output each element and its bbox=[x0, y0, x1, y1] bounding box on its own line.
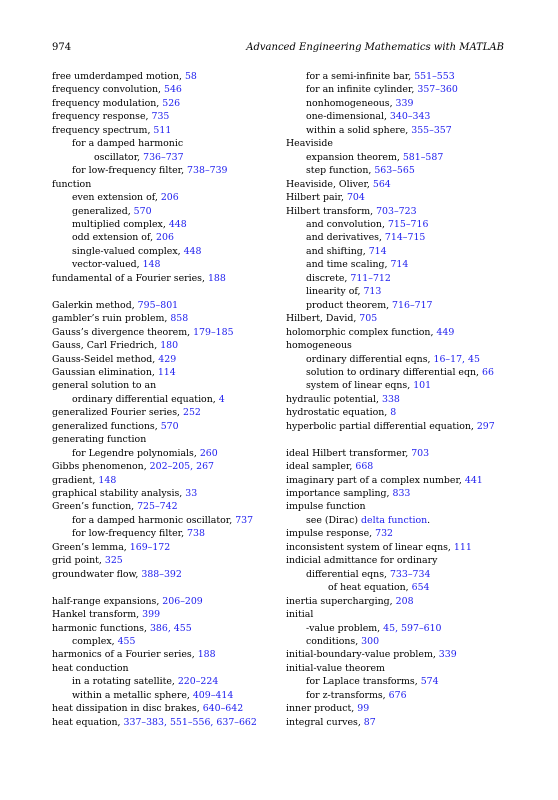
index-entry bbox=[286, 178, 556, 191]
index-entry bbox=[52, 662, 280, 675]
index-term: homogeneous bbox=[286, 340, 352, 352]
index-term: oscillator, bbox=[94, 151, 144, 163]
index-entry bbox=[52, 379, 280, 392]
index-entry bbox=[52, 299, 280, 312]
index-term: ideal Hilbert transformer, bbox=[286, 447, 412, 459]
index-entry bbox=[286, 406, 556, 419]
index-entry bbox=[52, 218, 280, 231]
index-term: generalized functions, bbox=[52, 420, 161, 432]
index-term: inconsistent system of linear eqns, bbox=[286, 541, 454, 553]
index-entry bbox=[52, 541, 280, 554]
page-reference-link[interactable]: 546 bbox=[163, 84, 182, 96]
page-reference-link[interactable]: 551–553 bbox=[414, 71, 455, 82]
page-reference-link[interactable]: 297 bbox=[476, 420, 495, 432]
index-term: Hilbert pair, bbox=[286, 192, 347, 204]
index-entry bbox=[286, 124, 556, 137]
page-reference-link[interactable]: 111 bbox=[453, 541, 472, 553]
index-term: frequency modulation, bbox=[52, 97, 163, 109]
page-reference-link[interactable]: 252 bbox=[183, 407, 201, 419]
index-term: imaginary part of a complex number, bbox=[286, 474, 465, 486]
index-entry bbox=[52, 568, 280, 581]
index-term: frequency spectrum, bbox=[52, 124, 154, 136]
index-term: generalized, bbox=[72, 205, 134, 217]
index-term: Green’s function, bbox=[52, 501, 138, 513]
index-term: for a damped harmonic oscillator, bbox=[72, 514, 236, 526]
page-reference-link[interactable]: 337–383, 551–556, 637–662 bbox=[123, 716, 257, 728]
page-reference-link[interactable]: 300 bbox=[361, 636, 380, 648]
index-entry bbox=[52, 164, 280, 177]
index-term: Gibbs phenomenon, bbox=[52, 461, 150, 473]
index-term: inertia supercharging, bbox=[286, 595, 396, 607]
index-entry bbox=[52, 635, 280, 648]
index-term: harmonic functions, bbox=[52, 622, 150, 634]
index-term: general solution to an bbox=[52, 380, 157, 392]
index-entry bbox=[286, 608, 556, 621]
page-reference-link[interactable]: 409–414 bbox=[192, 689, 234, 701]
index-term: one-dimensional, bbox=[306, 111, 390, 123]
page-reference-link[interactable]: 581–587 bbox=[402, 151, 444, 163]
index-term: of heat equation, bbox=[328, 582, 412, 594]
index-entry bbox=[52, 366, 280, 379]
page-reference-link[interactable]: 202–205, 267 bbox=[149, 461, 215, 473]
index-term: solution to ordinary differential eqn, bbox=[306, 366, 482, 378]
page-reference-link[interactable]: 325 bbox=[104, 555, 123, 567]
page-reference-link[interactable]: 570 bbox=[133, 205, 152, 217]
page-reference-link[interactable]: 169–172 bbox=[129, 541, 171, 553]
index-entry bbox=[52, 595, 280, 608]
index-term: odd extension of, bbox=[72, 232, 157, 244]
page-reference-link[interactable]: 399 bbox=[142, 609, 161, 621]
index-entry bbox=[52, 272, 280, 285]
index-entry bbox=[52, 124, 280, 137]
index-entry bbox=[286, 487, 556, 500]
page-reference-link[interactable]: 705 bbox=[359, 313, 378, 325]
index-entry bbox=[52, 527, 280, 540]
index-entry bbox=[286, 245, 556, 258]
index-entry bbox=[52, 83, 280, 96]
index-term: Hilbert transform, bbox=[286, 205, 377, 217]
page-reference-link[interactable]: 714 bbox=[390, 259, 409, 271]
page-reference-link[interactable]: 737 bbox=[235, 514, 254, 526]
page-reference-link[interactable]: 736–737 bbox=[143, 151, 184, 163]
index-term: hyperbolic partial differential equation, bbox=[286, 420, 477, 432]
index-term: frequency response, bbox=[52, 111, 152, 123]
index-term: Gauss-Seidel method, bbox=[52, 353, 159, 365]
page-reference-link[interactable]: 732 bbox=[375, 528, 394, 540]
index-term: for low-frequency filter, bbox=[72, 165, 188, 177]
page-reference-link[interactable]: 338 bbox=[381, 393, 400, 405]
page-reference-link[interactable]: 448 bbox=[183, 245, 202, 257]
page-reference-link[interactable]: 448 bbox=[168, 218, 187, 230]
page-reference-link[interactable]: 4 bbox=[218, 393, 225, 405]
page-reference-link[interactable]: 716–717 bbox=[392, 299, 433, 311]
index-term: Gauss’s divergence theorem, bbox=[52, 326, 194, 338]
index-entry bbox=[52, 393, 280, 406]
page-reference-link[interactable]: 713 bbox=[363, 286, 382, 298]
page-reference-link[interactable]: 833 bbox=[392, 488, 411, 500]
index-entry bbox=[286, 527, 556, 540]
index-term: gradient, bbox=[52, 474, 99, 486]
page-reference-link[interactable]: 188 bbox=[197, 649, 216, 661]
page-reference-link[interactable]: 714 bbox=[368, 245, 387, 257]
page-reference-link[interactable]: 455 bbox=[117, 636, 136, 647]
index-term: Heaviside bbox=[286, 138, 333, 150]
page-reference-link[interactable]: 738 bbox=[187, 528, 205, 540]
index-term: and shifting, bbox=[306, 245, 369, 257]
page-reference-link[interactable]: 148 bbox=[142, 259, 161, 271]
index-term: heat equation, bbox=[52, 716, 124, 728]
index-entry bbox=[286, 689, 556, 702]
index-entry bbox=[52, 702, 280, 715]
page-reference-link[interactable]: 16–17, 45 bbox=[433, 353, 480, 365]
page-reference-link[interactable]: 715–716 bbox=[387, 218, 429, 230]
page-reference-link[interactable]: 858 bbox=[170, 313, 189, 325]
index-entry bbox=[286, 218, 556, 231]
index-entry bbox=[286, 299, 556, 312]
index-entry bbox=[52, 500, 280, 513]
index-entry bbox=[52, 258, 280, 271]
page-reference-link[interactable]: 511 bbox=[153, 124, 172, 136]
index-term: for an infinite cylinder, bbox=[306, 84, 418, 96]
page-reference-link[interactable]: 208 bbox=[395, 595, 414, 607]
page-reference-link[interactable]: 114 bbox=[157, 366, 176, 378]
page-reference-link[interactable]: 795–801 bbox=[137, 299, 179, 311]
page-reference-link[interactable]: 8 bbox=[390, 407, 397, 419]
page-reference-link[interactable]: 654 bbox=[411, 582, 430, 594]
index-entry bbox=[286, 366, 556, 379]
index-term: multiplied complex, bbox=[72, 218, 169, 230]
index-term: frequency convolution, bbox=[52, 84, 164, 96]
index-term: initial bbox=[286, 609, 314, 621]
index-term: Gaussian elimination, bbox=[52, 366, 158, 378]
index-entry bbox=[286, 258, 556, 271]
page-reference-link[interactable]: 101 bbox=[413, 380, 432, 392]
page-reference-link[interactable]: 179–185 bbox=[193, 326, 234, 338]
index-term: gambler’s ruin problem, bbox=[52, 313, 171, 325]
page-reference-link[interactable]: 574 bbox=[420, 676, 439, 688]
index-entry bbox=[286, 662, 556, 675]
entry-gap bbox=[286, 433, 556, 446]
index-term: integral curves, bbox=[286, 716, 364, 728]
index-entry bbox=[286, 500, 556, 513]
entry-gap bbox=[52, 285, 280, 298]
index-term: grid point, bbox=[52, 555, 105, 567]
index-entry bbox=[286, 339, 556, 352]
page-reference-link[interactable]: 58 bbox=[184, 71, 197, 82]
index-entry bbox=[286, 460, 556, 473]
index-term: heat conduction bbox=[52, 662, 129, 674]
index-entry bbox=[286, 635, 556, 648]
index-term: conditions, bbox=[306, 636, 362, 648]
index-entry bbox=[286, 554, 556, 567]
index-term: initial-boundary-value problem, bbox=[286, 649, 439, 661]
index-entry bbox=[52, 137, 280, 150]
index-term: holomorphic complex function, bbox=[286, 326, 437, 338]
index-term: single-valued complex, bbox=[72, 245, 184, 257]
index-term: Green’s lemma, bbox=[52, 541, 130, 553]
index-entry bbox=[286, 622, 556, 635]
index-term: groundwater flow, bbox=[52, 568, 142, 580]
page-reference-link[interactable]: 526 bbox=[162, 97, 181, 109]
index-entry bbox=[52, 312, 280, 325]
index-entry bbox=[286, 272, 556, 285]
index-entry bbox=[286, 231, 556, 244]
page-reference-link[interactable]: 640–642 bbox=[202, 703, 244, 715]
index-entry bbox=[286, 312, 556, 325]
index-term: for a damped harmonic bbox=[72, 138, 184, 150]
entry-gap bbox=[52, 581, 280, 594]
page-reference-link[interactable]: 441 bbox=[464, 474, 483, 486]
index-entry bbox=[52, 326, 280, 339]
page-reference-link[interactable]: 429 bbox=[158, 353, 177, 365]
index-term: expansion theorem, bbox=[306, 151, 403, 163]
index-entry bbox=[286, 393, 556, 406]
index-entry bbox=[52, 205, 280, 218]
index-column-left bbox=[52, 70, 280, 729]
index-entry bbox=[52, 420, 280, 433]
index-entry bbox=[286, 137, 556, 150]
index-entry bbox=[286, 581, 556, 594]
page-header bbox=[52, 42, 504, 56]
page-reference-link[interactable]: 704 bbox=[346, 192, 365, 204]
page-reference-link[interactable]: 703 bbox=[411, 447, 430, 459]
index-term: for a semi-infinite bar, bbox=[306, 71, 415, 82]
page-reference-link[interactable]: 188 bbox=[207, 272, 226, 284]
index-term: graphical stability analysis, bbox=[52, 488, 186, 500]
index-term: harmonics of a Fourier series, bbox=[52, 649, 198, 661]
index-term: free umderdamped motion, bbox=[52, 71, 185, 82]
index-entry bbox=[286, 379, 556, 392]
page-number: 974 bbox=[52, 42, 72, 53]
index-entry bbox=[286, 83, 556, 96]
index-entry bbox=[286, 191, 556, 204]
index-term: Hilbert, David, bbox=[286, 313, 360, 325]
index-term: ideal sampler, bbox=[286, 461, 356, 473]
page-reference-link[interactable]: 386, 455 bbox=[149, 622, 192, 634]
page-reference-link[interactable]: 220–224 bbox=[177, 676, 219, 688]
page-reference-link[interactable]: 45, 597–610 bbox=[383, 622, 442, 634]
index-term: generalized Fourier series, bbox=[52, 407, 183, 419]
index-entry bbox=[286, 97, 556, 110]
index-term: half-range expansions, bbox=[52, 595, 163, 607]
index-entry bbox=[52, 406, 280, 419]
index-term: for z-transforms, bbox=[306, 689, 389, 701]
index-entry bbox=[52, 608, 280, 621]
index-term: initial-value theorem bbox=[286, 662, 385, 674]
page-reference-link[interactable]: 676 bbox=[388, 689, 407, 701]
index-term: in a rotating satellite, bbox=[72, 676, 178, 688]
index-entry bbox=[52, 433, 280, 446]
index-term: linearity of, bbox=[306, 286, 364, 298]
index-entry bbox=[52, 110, 280, 123]
index-entry bbox=[286, 151, 556, 164]
index-entry bbox=[286, 326, 556, 339]
index-entry bbox=[52, 689, 280, 702]
index-term: importance sampling, bbox=[286, 488, 393, 500]
index-term: generating function bbox=[52, 434, 147, 446]
index-term: indicial admittance for ordinary bbox=[286, 555, 438, 567]
entry-suffix: . bbox=[427, 514, 431, 526]
index-term: for low-frequency filter, bbox=[72, 528, 188, 540]
index-entry bbox=[52, 178, 280, 191]
index-entry bbox=[52, 514, 280, 527]
index-term: function bbox=[52, 178, 92, 190]
index-term: Gauss, Carl Friedrich, bbox=[52, 340, 161, 352]
page-reference-link[interactable]: 260 bbox=[199, 447, 218, 459]
index-term: inner product, bbox=[286, 703, 358, 715]
index-entry bbox=[52, 191, 280, 204]
page-reference-link[interactable]: 66 bbox=[481, 366, 494, 378]
index-entry bbox=[286, 70, 556, 83]
index-term: nonhomogeneous, bbox=[306, 97, 396, 109]
index-term: and convolution, bbox=[306, 218, 388, 230]
page-reference-link[interactable]: 355–357 bbox=[411, 124, 452, 136]
index-entry bbox=[52, 474, 280, 487]
index-entry bbox=[52, 648, 280, 661]
index-term: Heaviside, Oliver, bbox=[286, 178, 373, 190]
index-entry bbox=[286, 675, 556, 688]
index-entry bbox=[286, 447, 556, 460]
index-entry bbox=[52, 339, 280, 352]
index-entry bbox=[286, 716, 556, 729]
index-entry bbox=[286, 474, 556, 487]
index-entry bbox=[286, 353, 556, 366]
index-term: complex, bbox=[72, 636, 118, 647]
index-term: system of linear eqns, bbox=[306, 380, 414, 392]
index-term: Galerkin method, bbox=[52, 299, 138, 311]
index-entry bbox=[286, 205, 556, 218]
index-entry bbox=[52, 97, 280, 110]
page-reference-link[interactable]: 206 bbox=[160, 192, 179, 204]
page-reference-link[interactable]: 564 bbox=[372, 178, 391, 190]
page-reference-link[interactable]: 668 bbox=[355, 461, 374, 473]
index-entry bbox=[286, 568, 556, 581]
index-entry bbox=[52, 447, 280, 460]
page-reference-link[interactable]: 714–715 bbox=[384, 232, 426, 244]
index-entry bbox=[286, 648, 556, 661]
index-entry bbox=[286, 420, 556, 433]
index-term: and time scaling, bbox=[306, 259, 391, 271]
index-entry bbox=[52, 460, 280, 473]
index-term: for Legendre polynomials, bbox=[72, 447, 200, 459]
page-reference-link[interactable]: 570 bbox=[160, 420, 179, 432]
page-reference-link[interactable]: 735 bbox=[151, 111, 170, 123]
index-entry bbox=[52, 353, 280, 366]
index-entry bbox=[52, 231, 280, 244]
index-term: -value problem, bbox=[306, 622, 384, 634]
index-entry bbox=[52, 487, 280, 500]
page-reference-link[interactable]: 339 bbox=[438, 649, 457, 661]
index-term: Hankel transform, bbox=[52, 609, 143, 621]
index-entry bbox=[52, 151, 280, 164]
page-reference-link[interactable]: 733–734 bbox=[389, 568, 431, 580]
page-reference-link[interactable]: 206–209 bbox=[162, 595, 203, 607]
page-reference-link[interactable]: 99 bbox=[357, 703, 370, 715]
index-term: within a metallic sphere, bbox=[72, 689, 193, 701]
page-reference-link[interactable]: 357–360 bbox=[417, 84, 458, 96]
index-entry bbox=[286, 164, 556, 177]
page-reference-link[interactable]: 340–343 bbox=[389, 111, 431, 123]
index-entry bbox=[286, 110, 556, 123]
index-term: hydraulic potential, bbox=[286, 393, 382, 405]
page-reference-link[interactable]: 148 bbox=[98, 474, 117, 486]
index-term: product theorem, bbox=[306, 299, 393, 311]
page-reference-link[interactable]: delta function bbox=[361, 514, 428, 526]
page-reference-link[interactable]: 206 bbox=[156, 232, 174, 244]
index-term: see (Dirac) bbox=[306, 514, 362, 526]
index-term: ordinary differential equation, bbox=[72, 393, 219, 405]
index-term: heat dissipation in disc brakes, bbox=[52, 703, 203, 715]
index-column-right bbox=[286, 70, 556, 729]
index-entry bbox=[286, 541, 556, 554]
index-entry bbox=[52, 716, 280, 729]
page-reference-link[interactable]: 339 bbox=[395, 97, 414, 109]
index-entry bbox=[52, 675, 280, 688]
index-term: discrete, bbox=[306, 272, 351, 284]
index-entry bbox=[52, 554, 280, 567]
index-term: fundamental of a Fourier series, bbox=[52, 272, 208, 284]
index-entry bbox=[52, 245, 280, 258]
index-term: vector-valued, bbox=[72, 259, 143, 271]
index-term: for Laplace transforms, bbox=[306, 676, 421, 688]
page-reference-link[interactable]: 711–712 bbox=[350, 272, 391, 284]
index-entry bbox=[286, 702, 556, 715]
page-reference-link[interactable]: 180 bbox=[160, 340, 179, 352]
index-term: even extension of, bbox=[72, 192, 161, 204]
index-entry bbox=[52, 622, 280, 635]
index-term: ordinary differential eqns, bbox=[306, 353, 434, 365]
index-entry bbox=[286, 285, 556, 298]
index-term: impulse response, bbox=[286, 528, 376, 540]
page-reference-link[interactable]: 33 bbox=[185, 488, 198, 500]
index-entry bbox=[286, 514, 556, 527]
index-term: and derivatives, bbox=[306, 232, 385, 244]
index-entry bbox=[52, 70, 280, 83]
index-term: impulse function bbox=[286, 501, 366, 513]
index-entry bbox=[286, 595, 556, 608]
index-term: within a solid sphere, bbox=[306, 124, 412, 136]
page-reference-link[interactable]: 563–565 bbox=[374, 165, 415, 177]
page-reference-link[interactable]: 87 bbox=[363, 716, 376, 728]
page-reference-link[interactable]: 388–392 bbox=[141, 568, 182, 580]
index-term: differential eqns, bbox=[306, 568, 390, 580]
page-reference-link[interactable]: 738–739 bbox=[187, 165, 228, 177]
index-term: hydrostatic equation, bbox=[286, 407, 391, 419]
page-reference-link[interactable]: 703–723 bbox=[376, 205, 417, 217]
index-term: step function, bbox=[306, 165, 375, 177]
page-reference-link[interactable]: 725–742 bbox=[137, 501, 178, 513]
page-reference-link[interactable]: 449 bbox=[436, 326, 455, 338]
running-title: Advanced Engineering Mathematics with MATLAB bbox=[246, 42, 504, 53]
